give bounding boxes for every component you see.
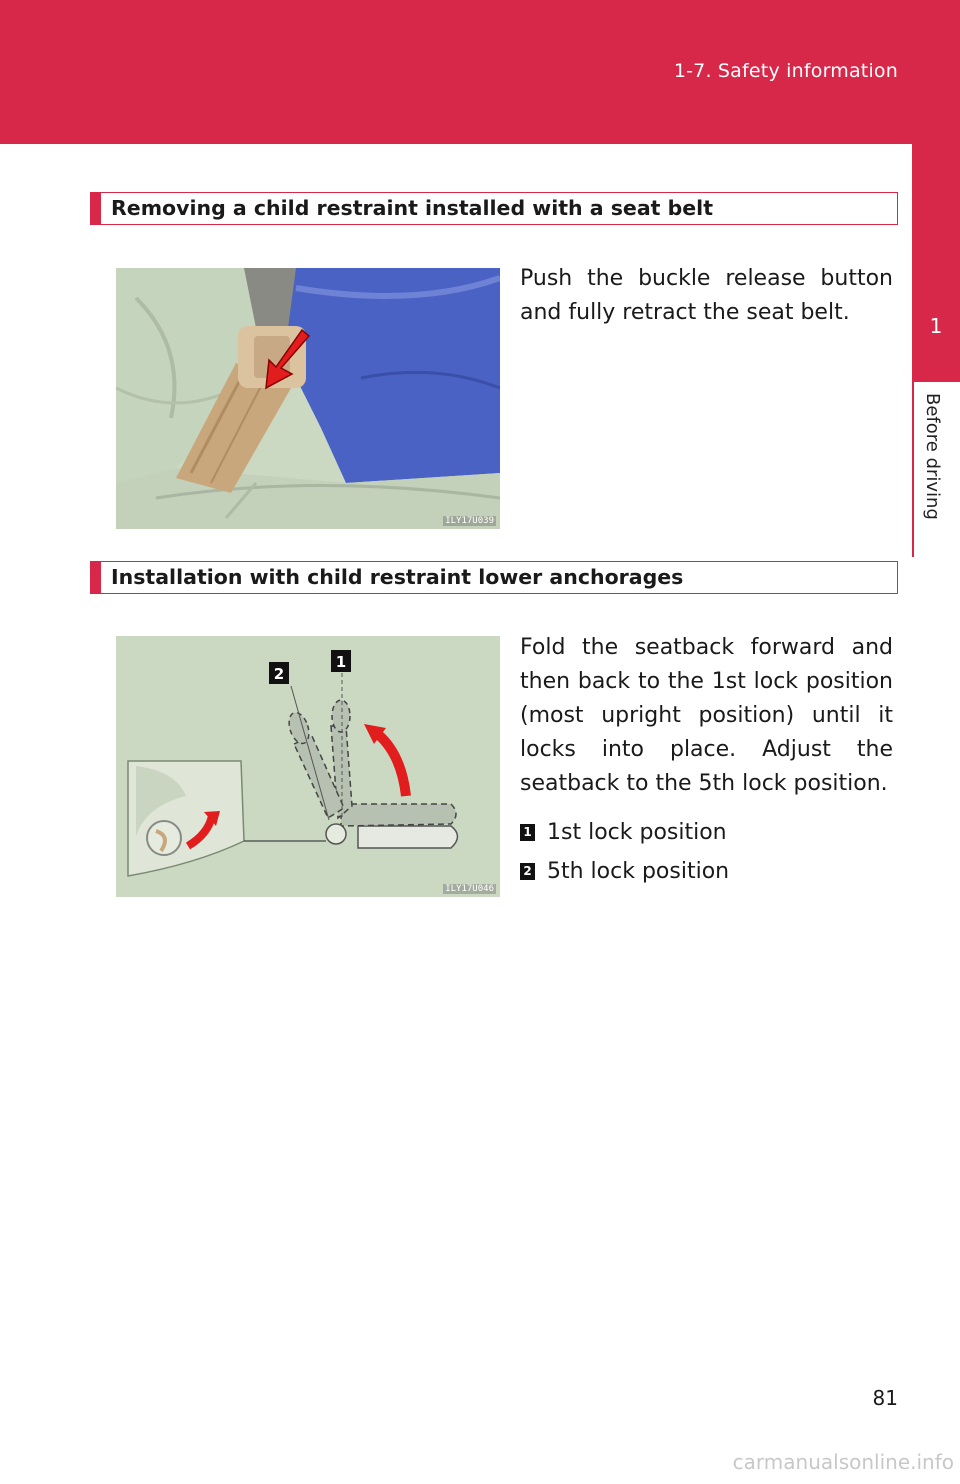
heading-accent-bar [91,193,101,224]
chapter-tab-rule [912,382,914,557]
section-heading-text: Removing a child restraint installed with a seat belt [111,196,713,220]
seatback-lock-illustration [116,636,500,897]
figure-code: ILY17U039 [445,516,494,526]
instruction-text: Push the buckle release button and fully retract the seat belt. [520,266,893,325]
figure-code: ILY17U046 [445,884,494,894]
seat-belt-buckle-illustration [116,268,500,529]
legend-item-1st-lock [520,817,727,847]
section-heading-text: Installation with child restraint lower anchorages [111,565,684,589]
legend-label: 5th lock position [547,858,730,884]
number-badge: 1 [520,824,535,841]
number-badge: 2 [520,863,535,880]
chapter-tab [912,144,960,382]
instruction-text: Fold the seatback forward and then back to the 1st lock position (most upright position) until it locks into place. Adjust the seatback to the 5th lock position. [520,635,893,796]
heading-accent-bar [91,562,101,593]
legend-item-5th-lock [520,856,729,886]
page-number: 81 [872,1386,898,1410]
section-breadcrumb: 1-7. Safety information [673,60,898,82]
svg-text:2: 2 [273,665,285,683]
section-heading-removing [90,192,898,225]
watermark: carmanualsonline.info [732,1450,954,1474]
chapter-label: Before driving [922,393,943,520]
figure-seat-belt-buckle [116,268,500,529]
legend-label: 1st lock position [547,819,727,845]
svg-text:1: 1 [335,653,347,671]
section-heading-lower-anchorages [90,561,898,594]
chapter-number: 1 [929,314,943,338]
figure-seatback-lock-positions [116,636,500,897]
page-header [0,0,960,144]
